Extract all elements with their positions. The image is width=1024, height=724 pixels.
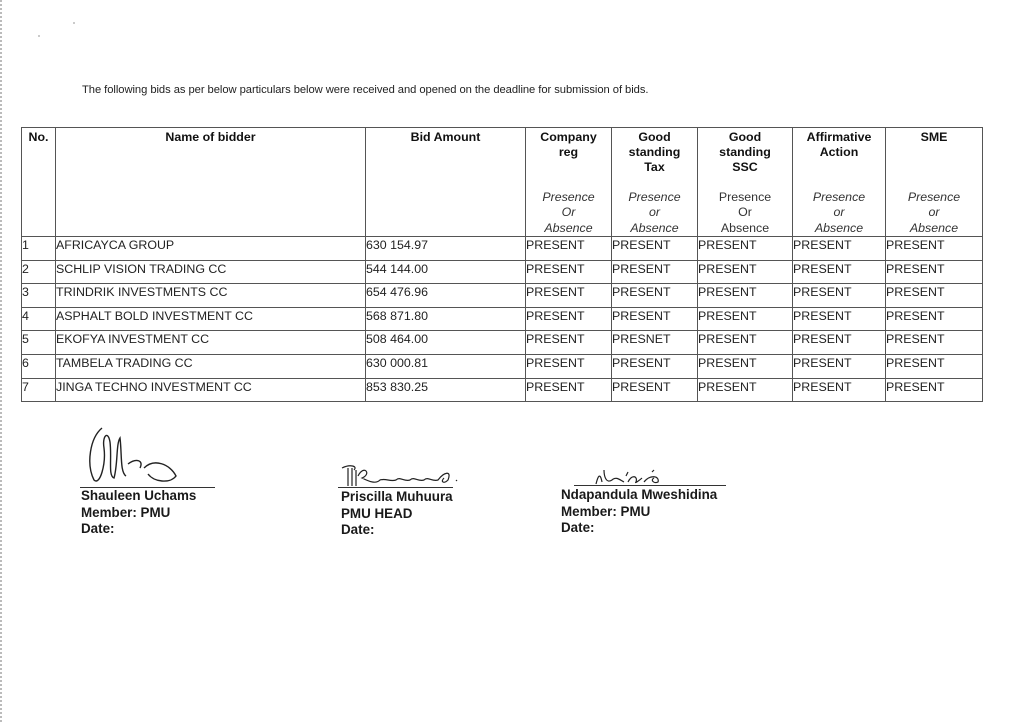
scan-speck (38, 35, 40, 37)
cell-bidder-name: JINGA TECHNO INVESTMENT CC (56, 378, 366, 402)
cell-number: 2 (22, 260, 56, 284)
cell-company-reg: PRESENT (526, 354, 612, 378)
header-title-line: Tax (644, 160, 665, 174)
cell-sme: PRESENT (886, 378, 983, 402)
scan-edge (0, 0, 2, 724)
cell-sme: PRESENT (886, 331, 983, 355)
header-sub-line: Or (738, 205, 752, 219)
cell-company-reg: PRESENT (526, 378, 612, 402)
cell-affirmative-action: PRESENT (793, 331, 886, 355)
cell-bid-amount: 853 830.25 (366, 378, 526, 402)
scan-speck (73, 22, 75, 24)
intro-text: The following bids as per below particulars below were received and opened on the deadline for submission of bids. (82, 84, 649, 96)
signatory-2 (341, 489, 453, 539)
cell-number: 7 (22, 378, 56, 402)
header-title (612, 128, 697, 175)
header-title (793, 128, 885, 160)
header-aa (793, 128, 886, 237)
cell-bid-amount: 544 144.00 (366, 260, 526, 284)
signatory-role: Member: PMU (81, 504, 171, 520)
header-company-reg (526, 128, 612, 237)
cell-bidder-name: TRINDRIK INVESTMENTS CC (56, 284, 366, 308)
table-row (22, 237, 983, 261)
signatory-role: Member: PMU (561, 503, 651, 519)
header-tax (612, 128, 698, 237)
cell-number: 1 (22, 237, 56, 261)
cell-sme: PRESENT (886, 307, 983, 331)
header-sub-line: Absence (909, 220, 959, 235)
header-title-line: Good (638, 130, 671, 144)
cell-company-reg: PRESENT (526, 331, 612, 355)
table-row (22, 260, 983, 284)
header-ssc (698, 128, 793, 237)
header-presence-label (612, 190, 697, 237)
cell-affirmative-action: PRESENT (793, 260, 886, 284)
cell-affirmative-action: PRESENT (793, 237, 886, 261)
header-sub-line: Presence (812, 189, 866, 204)
cell-good-standing-ssc: PRESENT (698, 354, 793, 378)
cell-good-standing-tax: PRESENT (612, 260, 698, 284)
cell-bid-amount: 508 464.00 (366, 331, 526, 355)
header-amount (366, 128, 526, 237)
header-sub-line: Presence (718, 189, 772, 204)
signatory-name: Priscilla Muhuura (341, 489, 453, 504)
header-title (698, 128, 792, 175)
signature-line (574, 485, 726, 486)
header-title-line: standing (719, 145, 771, 159)
cell-sme: PRESENT (886, 284, 983, 308)
header-sub-line: Absence (814, 220, 864, 235)
cell-company-reg: PRESENT (526, 237, 612, 261)
cell-number: 5 (22, 331, 56, 355)
header-title-line: SSC (732, 160, 758, 174)
header-presence-label (526, 190, 611, 237)
cell-good-standing-ssc: PRESENT (698, 307, 793, 331)
header-title-line: Action (819, 145, 859, 159)
header-sub-line: Or (561, 205, 576, 219)
cell-affirmative-action: PRESENT (793, 354, 886, 378)
header-presence-label (793, 190, 885, 237)
table-row (22, 307, 983, 331)
cell-number: 6 (22, 354, 56, 378)
cell-bidder-name: AFRICAYCA GROUP (56, 237, 366, 261)
cell-sme: PRESENT (886, 354, 983, 378)
header-presence-label (886, 190, 982, 237)
bids-table (21, 127, 983, 402)
cell-sme: PRESENT (886, 237, 983, 261)
cell-good-standing-ssc: PRESENT (698, 331, 793, 355)
header-title: No. (28, 130, 49, 144)
table-row (22, 378, 983, 402)
cell-number: 3 (22, 284, 56, 308)
signatory-date-label: Date: (561, 520, 595, 535)
header-sub-line: Absence (630, 220, 679, 235)
signatory-3 (561, 487, 717, 537)
header-sub-line: Absence (720, 220, 770, 235)
signatory-date-label: Date: (81, 521, 115, 536)
cell-good-standing-ssc: PRESENT (698, 237, 793, 261)
header-sme (886, 128, 983, 237)
header-sub-line: or (648, 205, 661, 219)
cell-bid-amount: 630 000.81 (366, 354, 526, 378)
cell-bidder-name: SCHLIP VISION TRADING CC (56, 260, 366, 284)
signatory-name: Ndapandula Mweshidina (561, 487, 718, 502)
signature-ndapandula (590, 462, 670, 486)
header-title (886, 128, 982, 145)
header-sub-line: Presence (628, 189, 681, 204)
cell-bid-amount: 630 154.97 (366, 237, 526, 261)
cell-company-reg: PRESENT (526, 260, 612, 284)
cell-good-standing-tax: PRESENT (612, 237, 698, 261)
header-title-line: standing (628, 145, 681, 159)
header-presence-label (698, 190, 792, 237)
table-row (22, 331, 983, 355)
cell-good-standing-ssc: PRESENT (698, 284, 793, 308)
header-title-line: Company (540, 130, 597, 144)
cell-bidder-name: ASPHALT BOLD INVESTMENT CC (56, 307, 366, 331)
signature-priscilla (340, 460, 470, 490)
header-title-line: Good (728, 130, 762, 144)
table-row (22, 284, 983, 308)
cell-good-standing-tax: PRESNET (612, 331, 698, 355)
signature-shauleen (84, 424, 194, 486)
cell-company-reg: PRESENT (526, 284, 612, 308)
cell-affirmative-action: PRESENT (793, 378, 886, 402)
header-title-line: Affirmative (806, 130, 872, 144)
cell-number: 4 (22, 307, 56, 331)
header-row (22, 128, 983, 237)
signatory-role: PMU HEAD (341, 505, 413, 521)
header-no (22, 128, 56, 237)
cell-good-standing-ssc: PRESENT (698, 260, 793, 284)
header-sub-line: or (928, 205, 940, 219)
cell-bid-amount: 654 476.96 (366, 284, 526, 308)
cell-company-reg: PRESENT (526, 307, 612, 331)
cell-good-standing-tax: PRESENT (612, 307, 698, 331)
cell-bid-amount: 568 871.80 (366, 307, 526, 331)
table-row (22, 354, 983, 378)
cell-bidder-name: TAMBELA TRADING CC (56, 354, 366, 378)
cell-sme: PRESENT (886, 260, 983, 284)
header-title (526, 128, 611, 160)
signatory-date-label: Date: (341, 522, 375, 537)
header-sub-line: Presence (907, 189, 961, 204)
cell-affirmative-action: PRESENT (793, 307, 886, 331)
cell-good-standing-ssc: PRESENT (698, 378, 793, 402)
signatory-name: Shauleen Uchams (81, 488, 197, 503)
cell-good-standing-tax: PRESENT (612, 284, 698, 308)
header-sub-line: or (833, 205, 845, 219)
cell-good-standing-tax: PRESENT (612, 378, 698, 402)
header-sub-line: Presence (542, 189, 595, 204)
signatory-1 (81, 488, 196, 538)
header-title-line: SME (920, 130, 948, 144)
header-title: Bid Amount (410, 130, 481, 144)
cell-affirmative-action: PRESENT (793, 284, 886, 308)
header-sub-line: Absence (544, 220, 593, 235)
signature-line (338, 487, 453, 488)
cell-bidder-name: EKOFYA INVESTMENT CC (56, 331, 366, 355)
cell-good-standing-tax: PRESENT (612, 354, 698, 378)
header-title-line: reg (558, 145, 579, 159)
header-title: Name of bidder (165, 130, 256, 144)
header-name (56, 128, 366, 237)
